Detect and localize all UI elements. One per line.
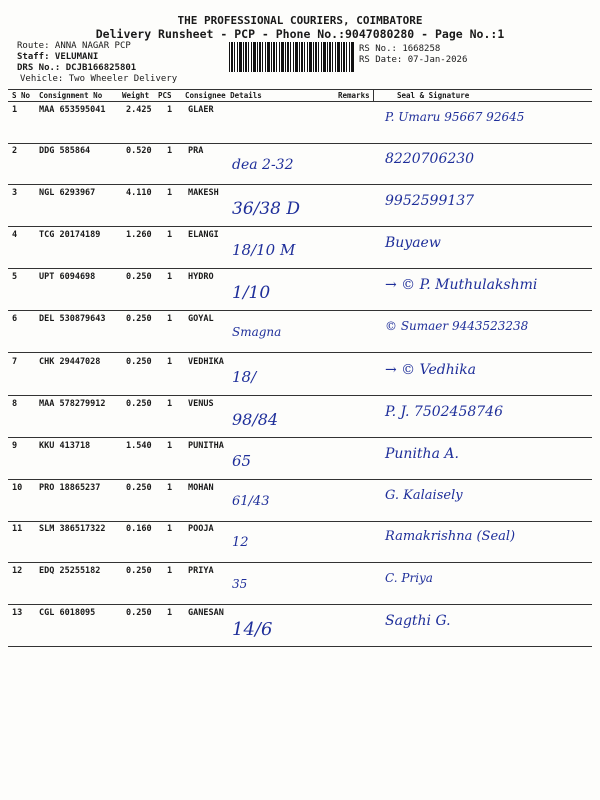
pcs-value: 1 xyxy=(167,399,173,409)
weight-value: 0.250 xyxy=(126,272,152,282)
consignee-name: PRA xyxy=(188,146,204,156)
col-consignee: Consignee Details xyxy=(185,91,262,100)
company-name: THE PROFESSIONAL COURIERS, COIMBATORE xyxy=(177,14,423,27)
header-bottom-rule xyxy=(8,101,592,102)
weight-value: 0.250 xyxy=(126,608,152,618)
row-sno: 11 xyxy=(12,524,23,534)
remarks-divider xyxy=(373,90,374,102)
handwritten-note: 65 xyxy=(232,452,252,470)
pcs-value: 1 xyxy=(167,441,173,451)
row-sno: 13 xyxy=(12,608,23,618)
drs-label: DRS No.: DCJB166825801 xyxy=(17,63,137,73)
consignee-name: MOHAN xyxy=(188,483,214,493)
handwritten-note: 98/84 xyxy=(232,410,279,429)
pcs-value: 1 xyxy=(167,314,173,324)
row-divider xyxy=(8,310,592,311)
row-sno: 10 xyxy=(12,483,23,493)
row-divider xyxy=(8,521,592,522)
consignee-name: ELANGI xyxy=(188,230,219,240)
pcs-value: 1 xyxy=(167,608,173,618)
pcs-value: 1 xyxy=(167,524,173,534)
row-divider xyxy=(8,143,592,144)
col-pcs: PCS xyxy=(158,91,172,100)
pcs-value: 1 xyxy=(167,357,173,367)
handwritten-signature: C. Priya xyxy=(385,571,433,585)
handwritten-signature: 8220706230 xyxy=(385,151,475,167)
row-divider xyxy=(8,479,592,480)
row-sno: 7 xyxy=(12,357,18,367)
consignment-number: NGL 6293967 xyxy=(39,188,96,198)
row-sno: 8 xyxy=(12,399,18,409)
weight-value: 4.110 xyxy=(126,188,152,198)
handwritten-signature: Punitha A. xyxy=(385,446,459,462)
pcs-value: 1 xyxy=(167,230,173,240)
consignment-number: PRO 18865237 xyxy=(39,483,101,493)
handwritten-note: 1/10 xyxy=(232,283,271,303)
row-sno: 4 xyxy=(12,230,18,240)
consignee-name: GLAER xyxy=(188,105,214,115)
col-remarks: Remarks xyxy=(338,91,370,100)
weight-value: 0.250 xyxy=(126,399,152,409)
row-sno: 9 xyxy=(12,441,18,451)
rs-date: RS Date: 07-Jan-2026 xyxy=(359,55,468,65)
consignment-number: TCG 20174189 xyxy=(39,230,101,240)
handwritten-signature: Ramakrishna (Seal) xyxy=(385,529,516,544)
handwritten-signature: G. Kalaisely xyxy=(385,488,463,503)
handwritten-signature: Buyaew xyxy=(385,235,441,251)
handwritten-signature: 9952599137 xyxy=(385,193,475,209)
weight-value: 0.250 xyxy=(126,357,152,367)
handwritten-note: dea 2-32 xyxy=(232,157,294,173)
handwritten-signature: © Sumaer 9443523238 xyxy=(385,319,529,333)
consignment-number: KKU 413718 xyxy=(39,441,91,451)
vehicle-label: Vehicle: Two Wheeler Delivery xyxy=(20,74,178,84)
row-sno: 5 xyxy=(12,272,18,282)
handwritten-signature: → © P. Muthulakshmi xyxy=(385,277,538,293)
row-sno: 3 xyxy=(12,188,18,198)
row-divider xyxy=(8,562,592,563)
rs-number: RS No.: 1668258 xyxy=(359,44,441,54)
staff-label: Staff: VELUMANI xyxy=(17,52,99,62)
consignee-name: VENUS xyxy=(188,399,214,409)
row-sno: 1 xyxy=(12,105,18,115)
consignment-number: EDQ 25255182 xyxy=(39,566,101,576)
route-label: Route: ANNA NAGAR PCP xyxy=(17,41,131,51)
handwritten-note: 36/38 D xyxy=(232,199,301,219)
weight-value: 1.540 xyxy=(126,441,152,451)
consignee-name: HYDRO xyxy=(188,272,214,282)
consignee-name: PRIYA xyxy=(188,566,214,576)
consignee-name: VEDHIKA xyxy=(188,357,224,367)
consignee-name: MAKESH xyxy=(188,188,219,198)
pcs-value: 1 xyxy=(167,146,173,156)
consignment-number: DEL 530879643 xyxy=(39,314,106,324)
weight-value: 0.160 xyxy=(126,524,152,534)
col-seal: Seal & Signature xyxy=(397,91,470,100)
handwritten-note: Smagna xyxy=(232,325,282,339)
row-divider xyxy=(8,226,592,227)
consignment-number: UPT 6094698 xyxy=(39,272,96,282)
row-divider xyxy=(8,395,592,396)
consignment-number: SLM 386517322 xyxy=(39,524,106,534)
col-consignment: Consignment No xyxy=(39,91,103,100)
weight-value: 0.250 xyxy=(126,483,152,493)
weight-value: 2.425 xyxy=(126,105,152,115)
row-divider xyxy=(8,437,592,438)
weight-value: 0.250 xyxy=(126,566,152,576)
row-sno: 2 xyxy=(12,146,18,156)
handwritten-note: 14/6 xyxy=(232,619,273,640)
consignee-name: POOJA xyxy=(188,524,214,534)
consignment-number: MAA 653595041 xyxy=(39,105,106,115)
pcs-value: 1 xyxy=(167,566,173,576)
handwritten-note: 18/10 M xyxy=(232,241,296,259)
handwritten-note: 18/ xyxy=(232,368,257,386)
pcs-value: 1 xyxy=(167,188,173,198)
handwritten-note: 35 xyxy=(232,577,248,591)
handwritten-note: 61/43 xyxy=(232,494,270,509)
consignment-number: MAA 578279912 xyxy=(39,399,106,409)
col-sno: S No xyxy=(12,91,31,100)
table-top-rule xyxy=(8,89,592,90)
col-weight: Weight xyxy=(122,91,150,100)
row-divider xyxy=(8,604,592,605)
barcode-image xyxy=(229,42,354,72)
consignee-name: PUNITHA xyxy=(188,441,224,451)
consignment-number: CHK 29447028 xyxy=(39,357,101,367)
row-divider xyxy=(8,184,592,185)
consignment-number: CGL 6018095 xyxy=(39,608,96,618)
handwritten-note: 12 xyxy=(232,535,249,550)
row-sno: 12 xyxy=(12,566,23,576)
runsheet-title: Delivery Runsheet - PCP - Phone No.:9047080280 - Page No.:1 xyxy=(95,27,505,41)
pcs-value: 1 xyxy=(167,483,173,493)
pcs-value: 1 xyxy=(167,272,173,282)
handwritten-signature: P. J. 7502458746 xyxy=(385,404,503,420)
weight-value: 1.260 xyxy=(126,230,152,240)
handwritten-signature: → © Vedhika xyxy=(385,362,477,378)
consignee-name: GOYAL xyxy=(188,314,214,324)
weight-value: 0.520 xyxy=(126,146,152,156)
handwritten-signature: P. Umaru 95667 92645 xyxy=(385,110,525,124)
row-divider xyxy=(8,352,592,353)
handwritten-signature: Sagthi G. xyxy=(385,613,451,629)
row-divider xyxy=(8,268,592,269)
row-divider xyxy=(8,646,592,647)
pcs-value: 1 xyxy=(167,105,173,115)
consignment-number: DDG 585864 xyxy=(39,146,91,156)
consignee-name: GANESAN xyxy=(188,608,224,618)
row-sno: 6 xyxy=(12,314,18,324)
weight-value: 0.250 xyxy=(126,314,152,324)
